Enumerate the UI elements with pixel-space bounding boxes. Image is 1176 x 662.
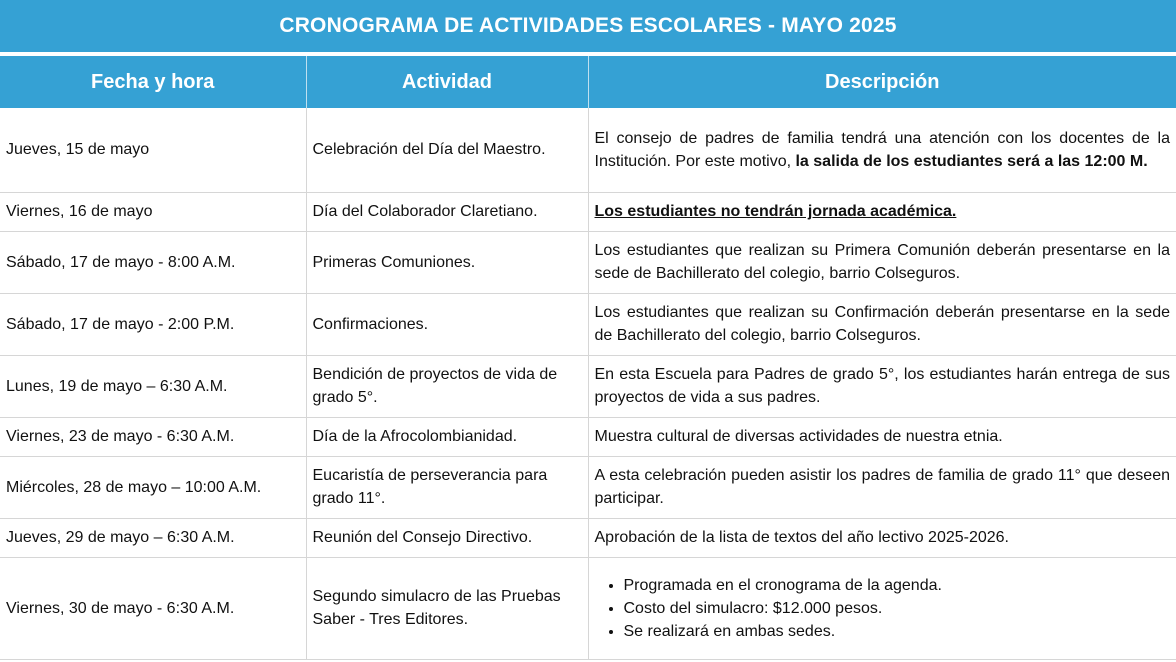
cell-descripcion: A esta celebración pueden asistir los padres de familia de grado 11° que deseen participar.: [588, 456, 1176, 518]
table-row: [0, 108, 1176, 192]
table-row: [0, 456, 1176, 518]
cell-fecha: Sábado, 17 de mayo - 2:00 P.M.: [0, 293, 306, 355]
cell-actividad: Bendición de proyectos de vida de grado 5°.: [306, 355, 588, 417]
cell-actividad: Confirmaciones.: [306, 293, 588, 355]
bullet-item: • Se realizará en ambas sedes.: [624, 620, 1171, 643]
cell-fecha: Viernes, 16 de mayo: [0, 192, 306, 231]
header-fecha: Fecha y hora: [0, 56, 306, 108]
cell-actividad: Primeras Comuniones.: [306, 231, 588, 293]
cell-descripcion: Muestra cultural de diversas actividades de nuestra etnia.: [588, 417, 1176, 456]
cell-fecha: Miércoles, 28 de mayo – 10:00 A.M.: [0, 456, 306, 518]
cell-actividad: Reunión del Consejo Directivo.: [306, 518, 588, 557]
table-row: [0, 557, 1176, 659]
cell-actividad: Día del Colaborador Claretiano.: [306, 192, 588, 231]
cell-descripcion: En esta Escuela para Padres de grado 5°, los estudiantes harán entrega de sus proyectos de vida a sus padres.: [588, 355, 1176, 417]
table-header-row: [0, 56, 1176, 108]
cell-actividad: Día de la Afrocolombianidad.: [306, 417, 588, 456]
page-title: CRONOGRAMA DE ACTIVIDADES ESCOLARES - MAYO 2025: [0, 0, 1176, 52]
schedule-table: [0, 56, 1176, 660]
table-row: [0, 231, 1176, 293]
cell-actividad: Segundo simulacro de las Pruebas Saber - Tres Editores.: [306, 557, 588, 659]
cell-fecha: Lunes, 19 de mayo – 6:30 A.M.: [0, 355, 306, 417]
cell-descripcion: [588, 192, 1176, 231]
desc-bold-text: la salida de los estudiantes será a las 12:00 M.: [795, 152, 1148, 170]
bullet-list: [595, 574, 1171, 643]
cell-actividad: Eucaristía de perseverancia para grado 11°.: [306, 456, 588, 518]
cell-fecha: Sábado, 17 de mayo - 8:00 A.M.: [0, 231, 306, 293]
cell-fecha: Jueves, 15 de mayo: [0, 108, 306, 192]
cell-fecha: Viernes, 30 de mayo - 6:30 A.M.: [0, 557, 306, 659]
table-row: [0, 417, 1176, 456]
bullet-item: • Programada en el cronograma de la agenda.: [624, 574, 1171, 597]
table-row: [0, 293, 1176, 355]
cell-actividad: Celebración del Día del Maestro.: [306, 108, 588, 192]
cell-fecha: Jueves, 29 de mayo – 6:30 A.M.: [0, 518, 306, 557]
cell-descripcion: Los estudiantes que realizan su Primera Comunión deberán presentarse en la sede de Bachillerato del colegio, barrio Colseguros.: [588, 231, 1176, 293]
bullet-item: • Costo del simulacro: $12.000 pesos.: [624, 597, 1171, 620]
desc-underlined-text: Los estudiantes no tendrán jornada académica.: [594, 203, 957, 220]
desc-text: El consejo de padres de familia tendrá una atención con los docentes de la Institución. Por este motivo,: [594, 129, 1170, 170]
cell-descripcion: [588, 108, 1176, 192]
table-row: [0, 355, 1176, 417]
cell-descripcion: Aprobación de la lista de textos del año lectivo 2025-2026.: [588, 518, 1176, 557]
header-descripcion: Descripción: [588, 56, 1176, 108]
table-row: [0, 192, 1176, 231]
cell-descripcion: Los estudiantes que realizan su Confirmación deberán presentarse en la sede de Bachillerato del colegio, barrio Colseguros.: [588, 293, 1176, 355]
cell-descripcion: [588, 557, 1176, 659]
table-row: [0, 518, 1176, 557]
cell-fecha: Viernes, 23 de mayo - 6:30 A.M.: [0, 417, 306, 456]
header-actividad: Actividad: [306, 56, 588, 108]
